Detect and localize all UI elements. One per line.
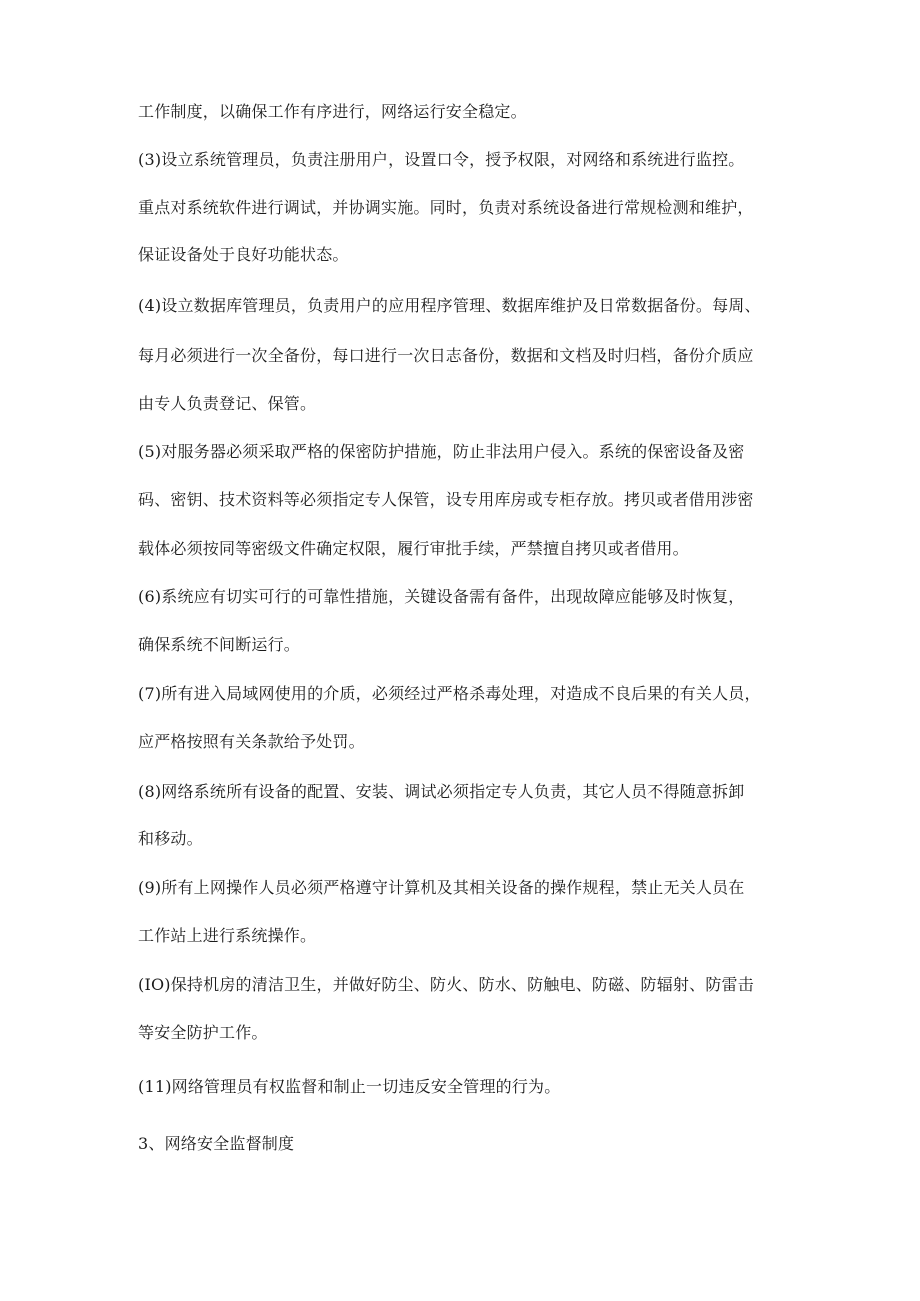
paragraph-line: 每月必须进行一次全备份，每口进行一次日志备份，数据和文档及时归档，备份介质应: [138, 346, 754, 365]
paragraph-line: (5)对服务器必须采取严格的保密防护措施，防止非法用户侵入。系统的保密设备及密: [138, 442, 745, 461]
paragraph-line: (4)设立数据库管理员，负责用户的应用程序管理、数据库维护及日常数据备份。每周、: [138, 296, 761, 315]
paragraph-line: 工作制度，以确保工作有序进行，网络运行安全稳定。: [138, 102, 527, 121]
paragraph-line: 和移动。: [138, 829, 203, 848]
paragraph-line: (3)设立系统管理员，负责注册用户，设置口令，授予权限，对网络和系统进行监控。: [138, 150, 745, 169]
paragraph-line: 应严格按照有关条款给予处罚。: [138, 732, 365, 751]
paragraph-line: (11)网络管理员有权监督和制止一切违反安全管理的行为。: [138, 1077, 561, 1096]
paragraph-line: (7)所有进入局域网使用的介质，必须经过严格杀毒处理，对造成不良后果的有关人员，: [138, 684, 761, 703]
section-heading: 3、网络安全监督制度: [138, 1134, 295, 1153]
paragraph-line: 码、密钥、技术资料等必须指定专人保管，设专用库房或专柜存放。拷贝或者借用涉密: [138, 490, 754, 509]
paragraph-line: 由专人负责登记、保管。: [138, 394, 317, 413]
paragraph-line: 工作站上进行系统操作。: [138, 926, 317, 945]
paragraph-line: (8)网络系统所有设备的配置、安装、调试必须指定专人负责，其它人员不得随意拆卸: [138, 782, 745, 801]
paragraph-line: 重点对系统软件进行调试，并协调实施。同时，负责对系统设备进行常规检测和维护，: [138, 198, 754, 217]
paragraph-line: 确保系统不间断运行。: [138, 635, 301, 654]
paragraph-line: (9)所有上网操作人员必须严格遵守计算机及其相关设备的操作规程，禁止无关人员在: [138, 878, 745, 897]
paragraph-line: 等安全防护工作。: [138, 1023, 268, 1042]
paragraph-line: (6)系统应有切实可行的可靠性措施，关键设备需有备件，出现故障应能够及时恢复，: [138, 587, 745, 606]
paragraph-line: (IO)保持机房的清洁卫生，并做好防尘、防火、防水、防触电、防磁、防辐射、防雷击: [138, 975, 754, 994]
paragraph-line: 保证设备处于良好功能状态。: [138, 245, 349, 264]
paragraph-line: 载体必须按同等密级文件确定权限，履行审批手续，严禁擅自拷贝或者借用。: [138, 539, 689, 558]
